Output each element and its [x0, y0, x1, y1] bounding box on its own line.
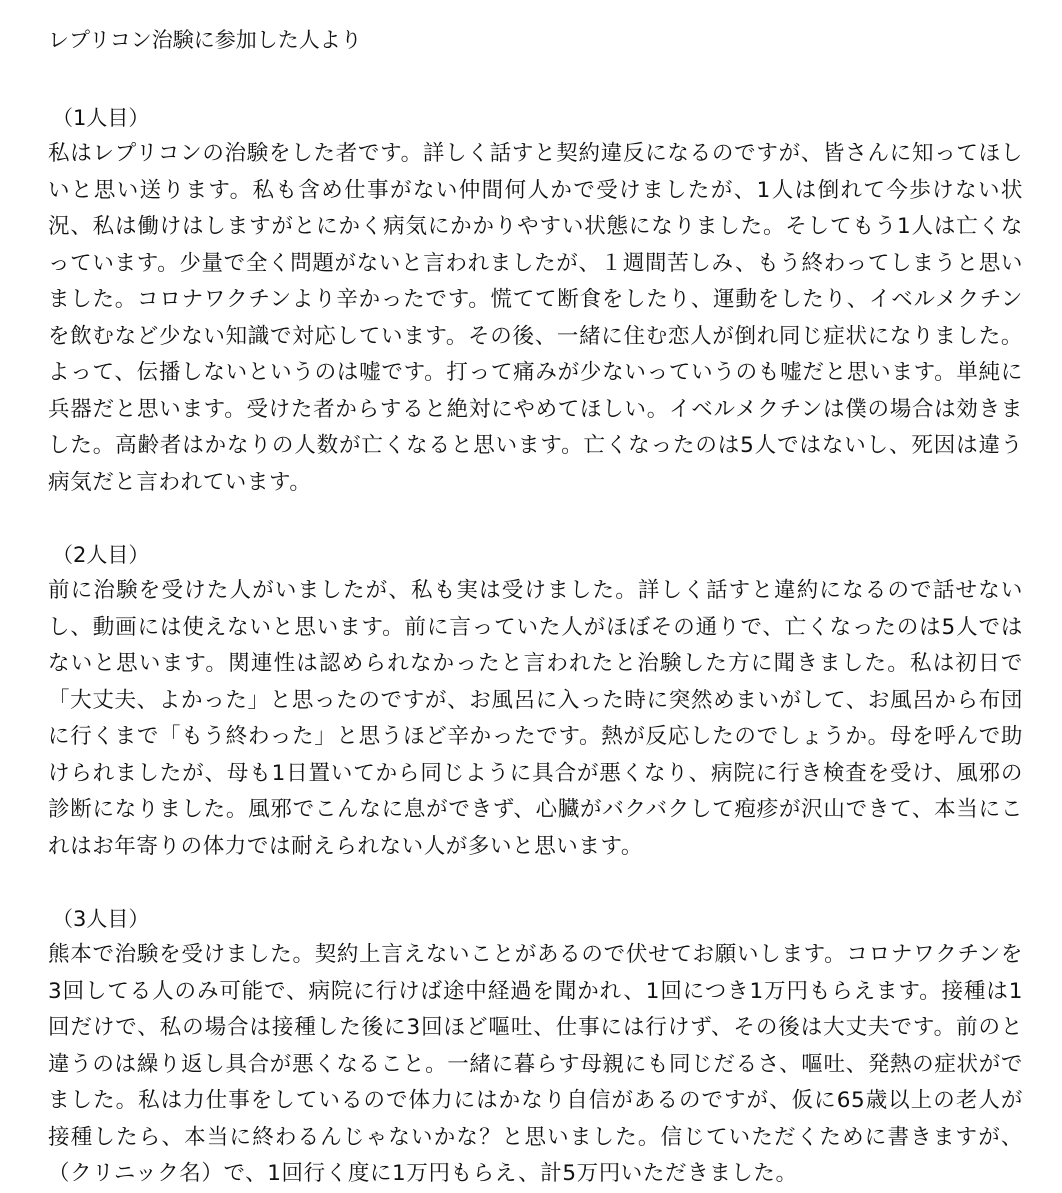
section-heading: （1人目）	[52, 106, 150, 130]
testimony-section-3	[48, 901, 1042, 1193]
section-body: 前に治験を受けた人がいましたが、私も実は受けました。詳しく話すと違約になるので話せないし、動画には使えないと思います。前に言っていた人がほぼその通りで、亡くなったのは5人ではないと思います。関連性は認められなかったと言われたと治験した方に聞きました。私は初日で「大丈夫、よかった」と思ったのですが、お風呂に入った時に突然めまいがして、お風呂から布団に行くまで「もう終わった」と思うほど辛かったです。熱が反応したのでしょうか。母を呼んで助けられましたが、母も1日置いてから同じように具合が悪くなり、病院に行き検査を受け、風邪の診断になりました。風邪でこんなに息ができず、心臓がバクバクして疱疹が沢山できて、本当にこれはお年寄りの体力では耐えられない人が多いと思います。	[48, 578, 1023, 859]
section-body: 熊本で治験を受けました。契約上言えないことがあるので伏せてお願いします。コロナワクチンを3回してる人のみ可能で、病院に行けば途中経過を聞かれ、1回につき1万円もらえます。接種は1回だけで、私の場合は接種した後に3回ほど嘔吐、仕事には行けず、その後は大丈夫です。前のと違うのは繰り返し具合が悪くなること。一緒に暮らす母親にも同じだるさ、嘔吐、発熱の症状がでました。私は力仕事をしているので体力にはかなり自信があるのですが、仮に65歳以上の老人が接種したら、本当に終わるんじゃないかな？と思いました。信じていただくために書きますが、（クリニック名）で、1回行く度に1万円もらえ、計5万円いただきました。	[48, 942, 1023, 1186]
testimony-section-1	[48, 100, 1042, 501]
testimony-section-2	[48, 537, 1042, 865]
section-heading: （3人目）	[52, 907, 150, 931]
section-body: 私はレプリコンの治験をした者です。詳しく話すと契約違反になるのですが、皆さんに知ってほしいと思い送ります。私も含め仕事がない仲間何人かで受けましたが、1人は倒れて今歩けない状況、私は働けはしますがとにかく病気にかかりやすい状態になりました。そしてもう1人は亡くなっています。少量で全く問題がないと言われましたが、１週間苦しみ、もう終わってしまうと思いました。コロナワクチンより辛かったです。慌てて断食をしたり、運動をしたり、イベルメクチンを飲むなど少ない知識で対応しています。その後、一緒に住む恋人が倒れ同じ症状になりました。よって、伝播しないというのは嘘です。打って痛みが少ないっていうのも嘘だと思います。単純に兵器だと思います。受けた者からすると絶対にやめてほしい。イベルメクチンは僕の場合は効きました。高齢者はかなりの人数が亡くなると思います。亡くなったのは5人ではないし、死因は違う病気だと言われています。	[48, 141, 1023, 495]
document-title: レプリコン治験に参加した人より	[48, 28, 362, 52]
section-heading: （2人目）	[52, 543, 150, 567]
